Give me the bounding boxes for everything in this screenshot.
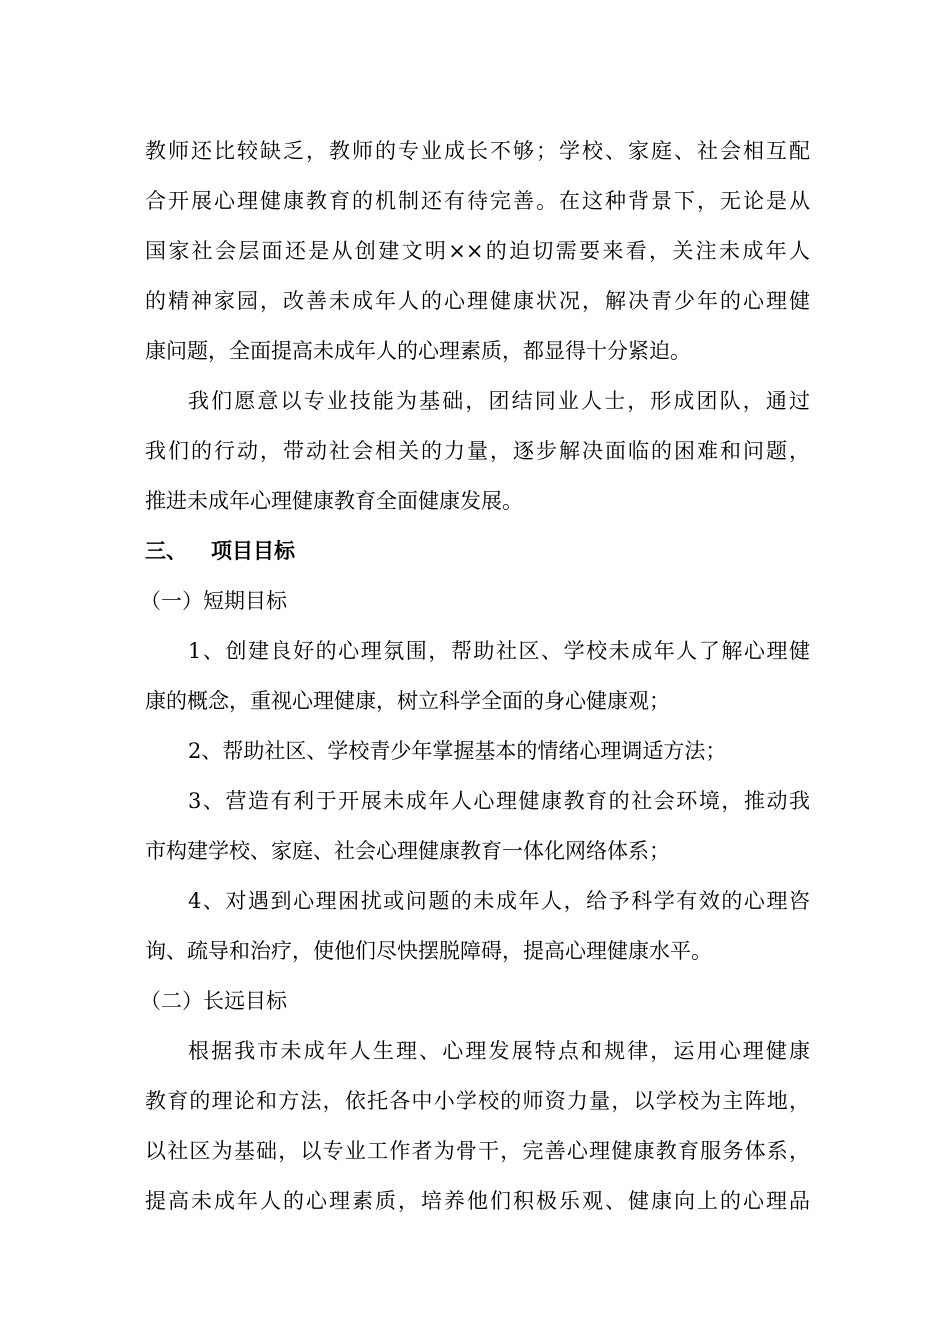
text-line: 合开展心理健康教育的机制还有待完善。在这种背景下，无论是从 (145, 189, 810, 213)
list-item (145, 626, 810, 726)
list-item (145, 876, 810, 976)
subsection-heading-long-term: （二）长远目标 (140, 989, 287, 1013)
text-line: 4、对遇到心理困扰或问题的未成年人，给予科学有效的心理咨 (188, 889, 810, 913)
text-line: 询、疏导和治疗，使他们尽快摆脱障碍，提高心理健康水平。 (145, 939, 712, 963)
text-line: 国家社会层面还是从创建文明××的迫切需要来看，关注未成年人 (145, 239, 810, 263)
section-heading (145, 526, 810, 576)
text-line: 康的概念，重视心理健康，树立科学全面的身心健康观； (145, 689, 670, 713)
text-line: 教师还比较缺乏，教师的专业成长不够；学校、家庭、社会相互配 (145, 139, 810, 163)
text-line: 2、帮助社区、学校青少年掌握基本的情绪心理调适方法； (188, 739, 727, 763)
text-line: 1、创建良好的心理氛围，帮助社区、学校未成年人了解心理健 (188, 639, 810, 663)
section-number: 三、 (145, 538, 187, 563)
text-line: 根据我市未成年人生理、心理发展特点和规律，运用心理健康 (188, 1039, 810, 1063)
text-line: 3、营造有利于开展未成年人心理健康教育的社会环境，推动我 (188, 789, 810, 813)
section-title: 项目目标 (211, 538, 295, 563)
text-line: 以社区为基础，以专业工作者为骨干，完善心理健康教育服务体系， (145, 1139, 810, 1163)
list-item (145, 726, 810, 776)
text-line: 市构建学校、家庭、社会心理健康教育一体化网络体系； (145, 839, 670, 863)
text-line: 我们的行动，带动社会相关的力量，逐步解决面临的困难和问题， (145, 439, 810, 463)
text-line: 的精神家园，改善未成年人的心理健康状况，解决青少年的心理健 (145, 289, 810, 313)
paragraph-long-term (145, 1026, 810, 1226)
document-body (140, 126, 810, 1226)
text-line: 推进未成年心理健康教育全面健康发展。 (145, 489, 523, 513)
subsection-heading-short-term: （一）短期目标 (140, 589, 287, 613)
text-line: 教育的理论和方法，依托各中小学校的师资力量，以学校为主阵地， (145, 1089, 810, 1113)
text-line: 康问题，全面提高未成年人的心理素质，都显得十分紧迫。 (145, 339, 691, 363)
text-line: 我们愿意以专业技能为基础，团结同业人士，形成团队，通过 (188, 389, 810, 413)
paragraph-willingness (145, 376, 810, 526)
text-line: 提高未成年人的心理素质，培养他们积极乐观、健康向上的心理品 (145, 1189, 810, 1213)
list-item (145, 776, 810, 876)
paragraph-background (145, 126, 810, 376)
